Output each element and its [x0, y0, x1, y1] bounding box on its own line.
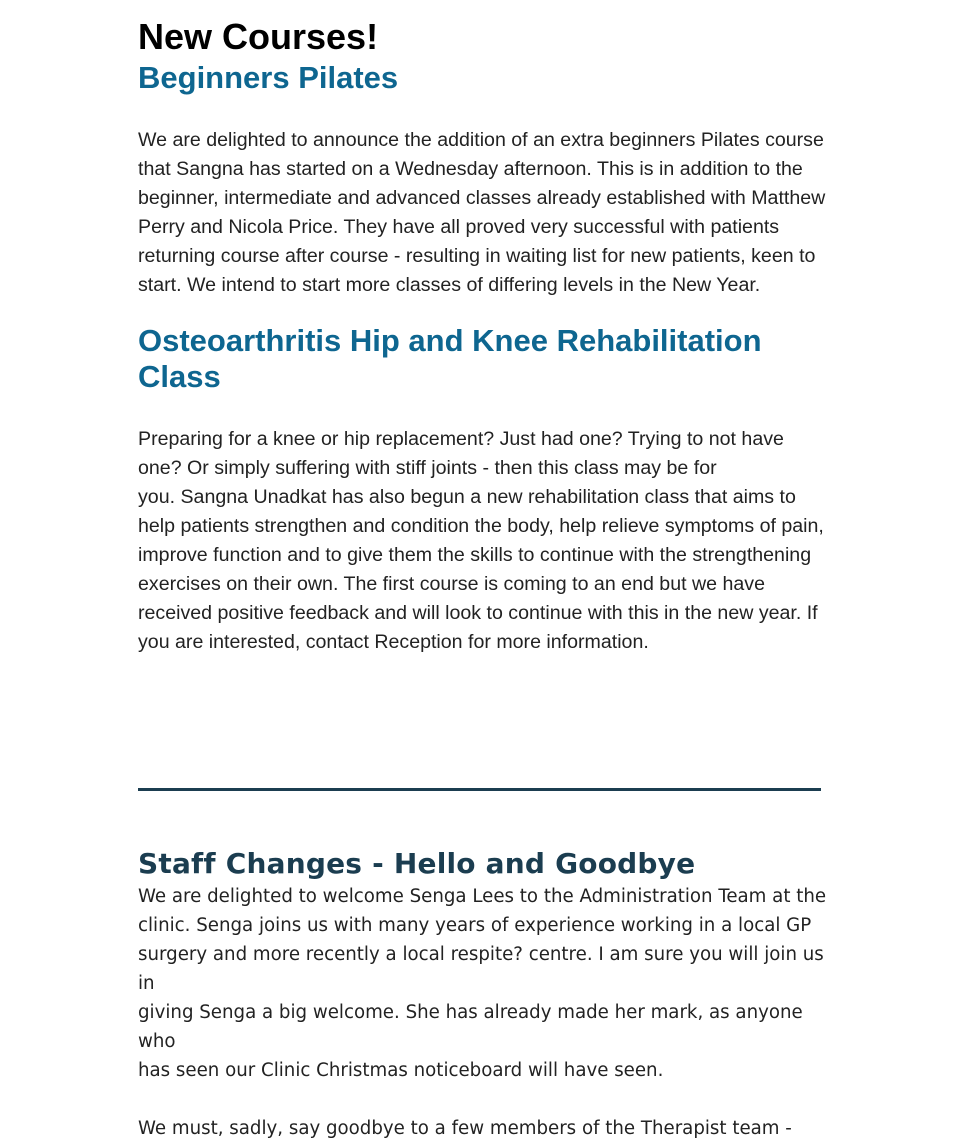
- osteo-heading: Osteoarthritis Hip and Knee Rehabilitation Class: [138, 323, 762, 394]
- pilates-paragraph: We are delighted to announce the addition of an extra beginners Pilates course that Sangna has started on a Wednesday afternoon. This is in addition to the beginner, intermediate and advanced classes already established with Matthew Perry and Nicola Price. They have all proved very successful with patients returning course after course - resulting in waiting list for new patients, keen to start. We intend to start more classes of differing levels in the New Year.: [138, 129, 826, 296]
- newsletter-page: [138, 14, 828, 657]
- section-divider: [138, 788, 821, 791]
- staff-section: [138, 846, 828, 1143]
- staff-goodbye-paragraph: We must, sadly, say goodbye to a few members of the Therapist team -: [138, 1118, 792, 1139]
- staff-welcome-paragraph: We are delighted to welcome Senga Lees to the Administration Team at the clinic. Senga joins us with many years of experience working in a local GP surgery and more recently a local respite? centre. I am sure you will join us in giving Senga a big welcome. She has already made her mark, as anyone who has seen our Clinic Christmas noticeboard will have seen.: [138, 886, 827, 1081]
- staff-heading: Staff Changes - Hello and Goodbye: [138, 847, 696, 880]
- courses-title: New Courses!: [138, 16, 379, 57]
- pilates-heading: Beginners Pilates: [138, 60, 399, 95]
- osteo-paragraph: Preparing for a knee or hip replacement? Just had one? Trying to not have one? Or simply suffering with stiff joints - then this class may be for you. Sangna Unadkat has also begun a new rehabilitation class that aims to help patients strengthen and condition the body, help relieve symptoms of pain, improve function and to give them the skills to continue with the strengthening exercises on their own. The first course is coming to an end but we have received positive feedback and will look to continue with this in the new year. If you are interested, contact Reception for more information.: [138, 428, 824, 653]
